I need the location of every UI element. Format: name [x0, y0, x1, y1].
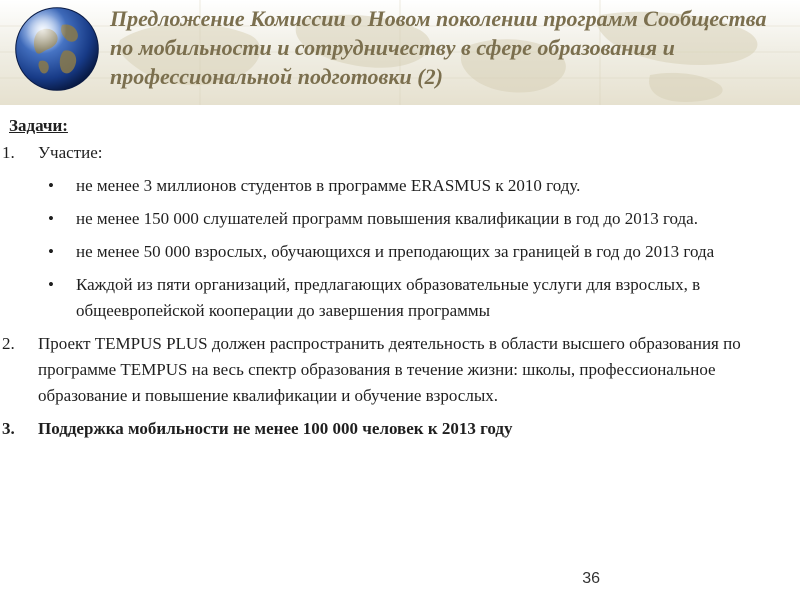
slide-title: Предложение Комиссии о Новом поколении программ Сообщества по мобильности и сотрудничеству в сфере образования и профессиональной подготовки (2) [110, 6, 767, 89]
item-text: Поддержка мобильности не менее 100 000 человек к 2013 году [38, 419, 513, 438]
bullet-item [0, 272, 795, 324]
bullet-item [0, 206, 795, 232]
item-text: Участие: [38, 143, 103, 162]
item-number: 2. [2, 334, 15, 353]
bullet-item [0, 239, 795, 265]
bullet-icon: • [48, 242, 54, 261]
header-band [0, 0, 800, 105]
bullet-text: не менее 3 миллионов студентов в программе ERASMUS к 2010 году. [76, 176, 581, 195]
page-number: 36 [582, 570, 600, 587]
bullet-text: не менее 50 000 взрослых, обучающихся и преподающих за границей в год до 2013 года [76, 242, 715, 261]
bullet-icon: • [48, 275, 54, 294]
item-number: 3. [2, 419, 15, 438]
numbered-item [0, 140, 795, 166]
bullet-text: не менее 150 000 слушателей программ повышения квалификации в год до 2013 года. [76, 209, 698, 228]
numbered-item [0, 331, 795, 409]
slide-content [0, 140, 795, 442]
item-text: Проект TEMPUS PLUS должен распространить деятельность в области высшего образования по программе TEMPUS на весь спектр образования в течение жизни: школы, профессиональное образование и повышение квалификации и обучение взрослых. [38, 334, 741, 405]
bullet-text: Каждой из пяти организаций, предлагающих образовательные услуги для взрослых, в общеевропейской кооперации до завершения программы [76, 275, 701, 320]
numbered-item [0, 416, 795, 442]
item-number: 1. [2, 143, 15, 162]
section-heading: Задачи: [9, 116, 68, 135]
bullet-icon: • [48, 209, 54, 228]
globe-icon [14, 6, 100, 92]
bullet-icon: • [48, 176, 54, 195]
bullet-item [0, 173, 795, 199]
bullet-list [0, 173, 795, 324]
